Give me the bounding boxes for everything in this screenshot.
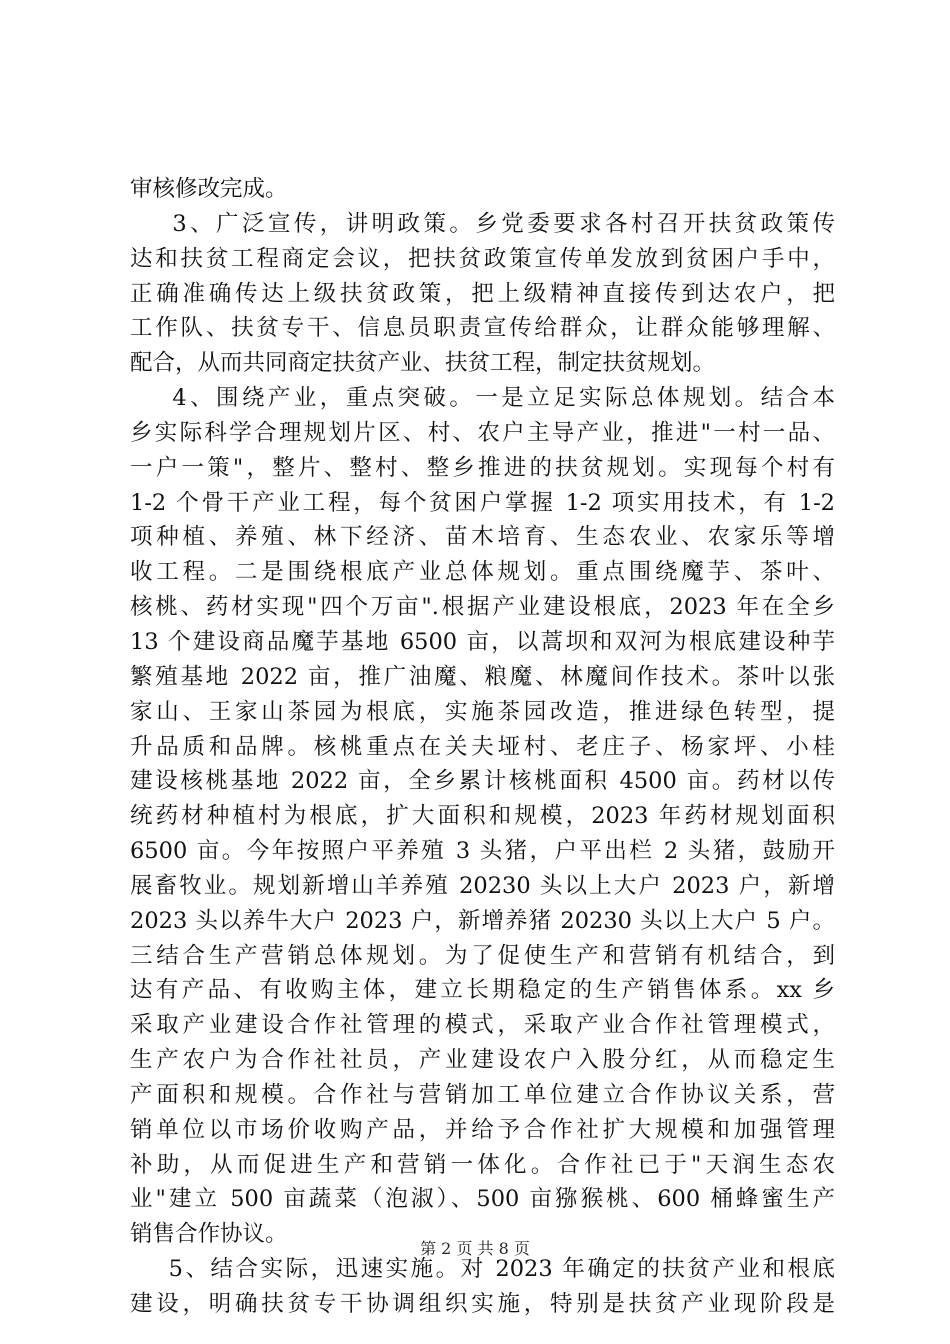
text-line: 13 个建设商品魔芋基地 6500 亩，以蒿坝和双河为根底建设种芋 <box>130 628 835 655</box>
text-line: 5、结合实际，迅速实施。对 2023 年确定的扶贫产业和根底 <box>130 1256 835 1283</box>
text-line: 产面积和规模。合作社与营销加工单位建立合作协议关系，营 <box>130 1081 835 1108</box>
text-line: 4、围绕产业，重点突破。一是立足实际总体规划。结合本 <box>130 385 835 412</box>
text-line: 建设核桃基地 2022 亩，全乡累计核桃面积 4500 亩。药材以传 <box>130 768 835 795</box>
text-line: 升品质和品牌。核桃重点在关夫垭村、老庄子、杨家坪、小桂 <box>130 733 835 760</box>
text-line: 2023 头以养牛大户 2023 户，新增养猪 20230 头以上大户 5 户。 <box>130 907 835 934</box>
text-line: 审核修改完成。 <box>130 176 288 202</box>
text-line: 采取产业建设合作社管理的模式，采取产业合作社管理模式， <box>130 1012 835 1039</box>
page-footer: 第 2 页 共 8 页 <box>420 1239 530 1258</box>
text-line: 工作队、扶贫专干、信息员职责宣传给群众，让群众能够理解、 <box>130 315 835 342</box>
text-line: 生产农户为合作社社员，产业建设农户入股分红，从而稳定生 <box>130 1047 835 1074</box>
text-line: 家山、王家山茶园为根底，实施茶园改造，推进绿色转型，提 <box>130 698 835 725</box>
text-line: 一户一策"，整片、整村、整乡推进的扶贫规划。实现每个村有 <box>130 454 835 481</box>
text-line: 统药材种植村为根底，扩大面积和规模，2023 年药材规划面积 <box>130 803 835 830</box>
text-line: 三结合生产营销总体规划。为了促使生产和营销有机结合，到 <box>130 942 835 969</box>
text-line: 展畜牧业。规划新增山羊养殖 20230 头以上大户 2023 户，新增 <box>130 872 835 899</box>
text-line: 业"建立 500 亩蔬菜（泡淑）、500 亩猕猴桃、600 桶蜂蜜生产 <box>130 1186 835 1213</box>
text-line: 6500 亩。今年按照户平养殖 3 头猪，户平出栏 2 头猪，鼓励开 <box>130 838 835 865</box>
text-line: 销单位以市场价收购产品，并给予合作社扩大规模和加强管理 <box>130 1116 835 1143</box>
text-line: 乡实际科学合理规划片区、村、农户主导产业，推进"一村一品、 <box>130 419 835 446</box>
text-line: 配合，从而共同商定扶贫产业、扶贫工程，制定扶贫规划。 <box>130 350 716 377</box>
text-line: 繁殖基地 2022 亩，推广油魔、粮魔、林魔间作技术。茶叶以张 <box>130 663 835 690</box>
text-line: 正确准确传达上级扶贫政策，把上级精神直接传到达农户，把 <box>130 280 835 307</box>
document-body <box>130 172 835 1322</box>
text-line: 核桃、药材实现"四个万亩".根据产业建设根底，2023 年在全乡 <box>130 594 835 621</box>
text-line: 销售合作协议。 <box>130 1221 288 1248</box>
text-line: 3、广泛宣传，讲明政策。乡党委要求各村召开扶贫政策传 <box>130 210 835 237</box>
text-line: 项种植、养殖、林下经济、苗木培育、生态农业、农家乐等增 <box>130 524 835 551</box>
text-line: 补助，从而促进生产和营销一体化。合作社已于"天润生态农 <box>130 1151 835 1178</box>
text-line: 收工程。二是围绕根底产业总体规划。重点围绕魔芋、茶叶、 <box>130 559 835 586</box>
text-line: 达有产品、有收购主体，建立长期稳定的生产销售体系。xx 乡 <box>130 977 835 1004</box>
text-line: 达和扶贫工程商定会议，把扶贫政策宣传单发放到贫困户手中， <box>130 245 835 272</box>
text-line: 1-2 个骨干产业工程，每个贫困户掌握 1-2 项实用技术，有 1-2 <box>130 489 835 516</box>
text-line: 建设，明确扶贫专干协调组织实施，特别是扶贫产业现阶段是 <box>130 1291 835 1317</box>
